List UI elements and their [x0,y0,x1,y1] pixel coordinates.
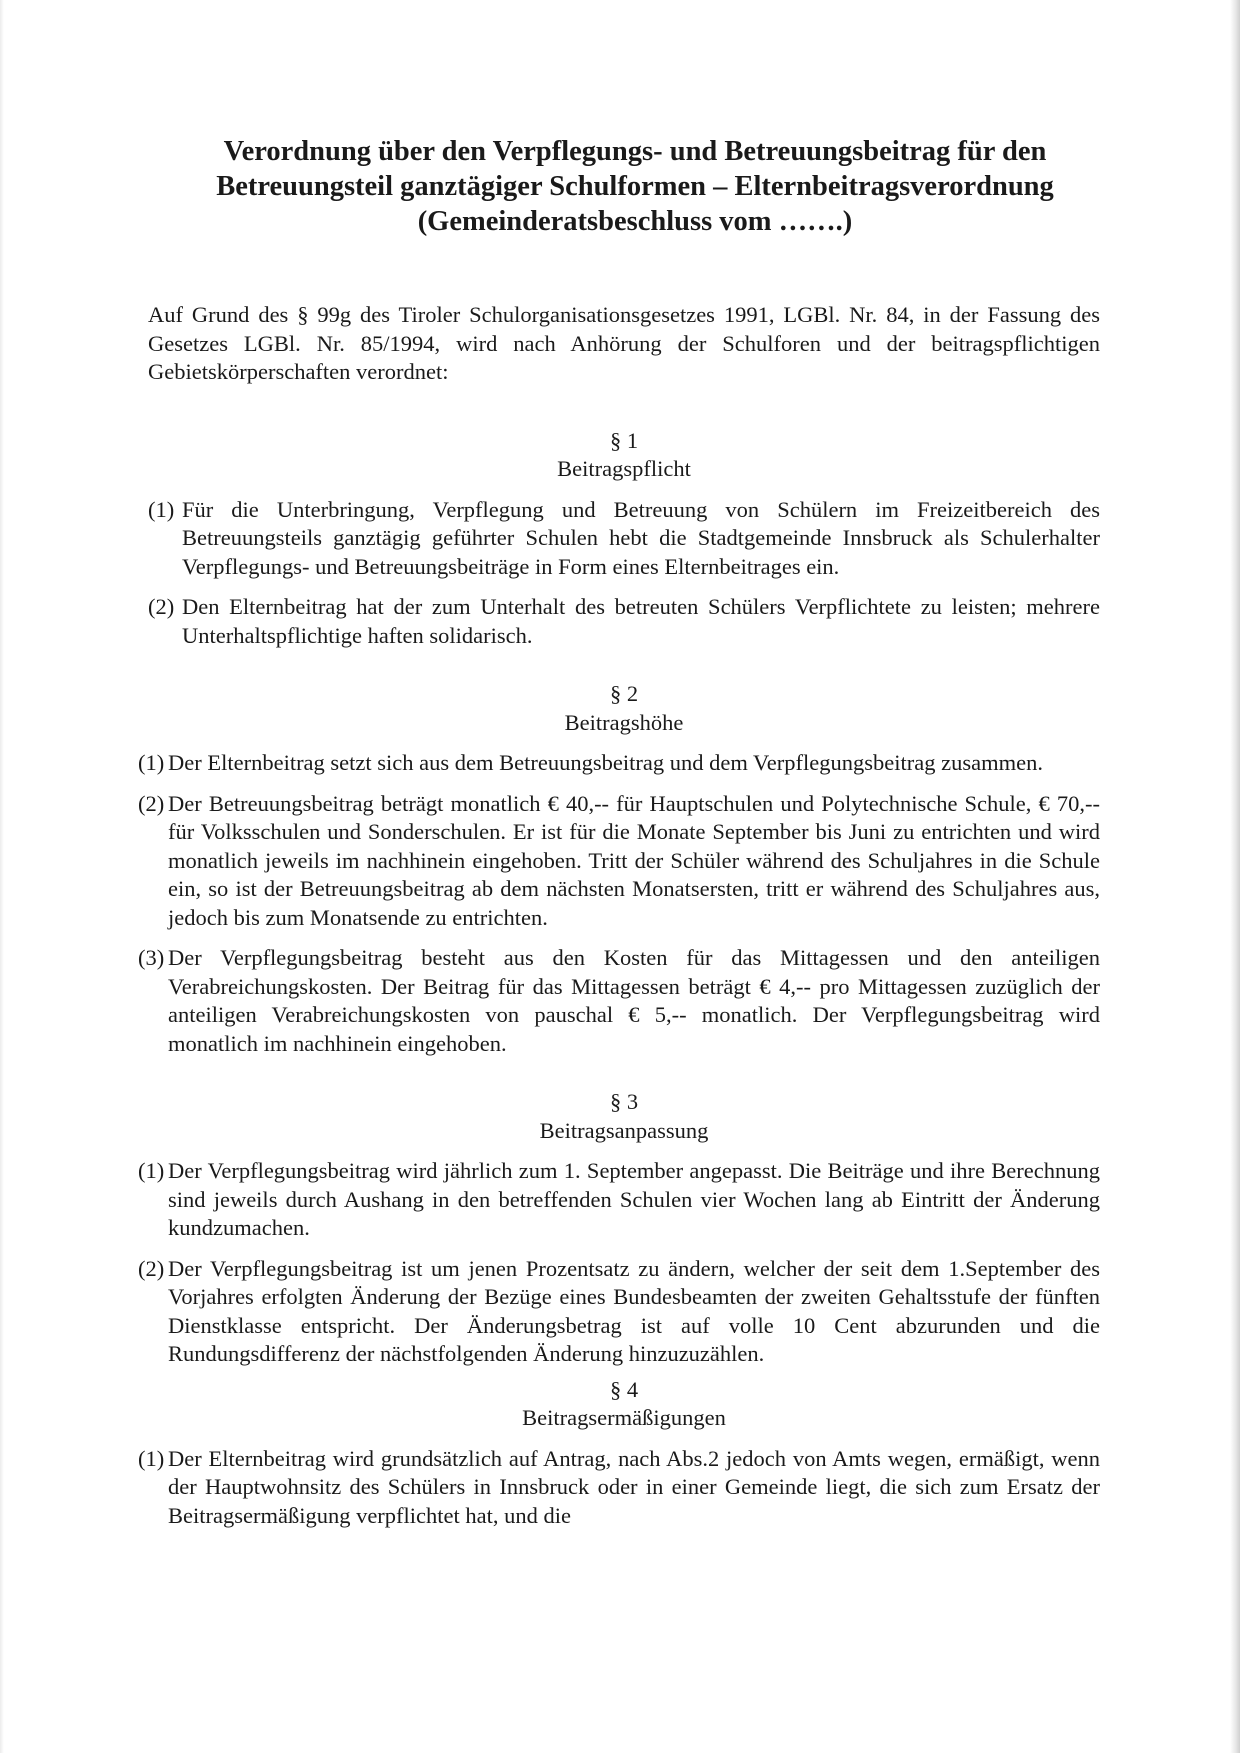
paragraph-text: Der Elternbeitrag wird grundsätzlich auf Antrag, nach Abs.2 jedoch von Amts wegen, ermäßigt, wenn der Hauptwohnsitz des Schülers in Innsbruck oder in einer Gemeinde liegt, die sich zum Ersatz der Beitragsermäßigung verpflichtet hat, und die [168,1445,1100,1528]
paragraph [138,1445,1100,1531]
section-4-header [148,1376,1100,1433]
section-1-header [148,427,1100,484]
paragraph-text: Den Elternbeitrag hat der zum Unterhalt des betreuten Schülers Verpflichtete zu leisten; mehrere Unterhaltspflichtige haften solidarisch. [182,594,1100,648]
document-page [138,134,1100,1530]
paragraph-text: Der Verpflegungsbeitrag ist um jenen Prozentsatz zu ändern, welcher der seit dem 1.September des Vorjahres erfolgten Änderung der Bezüge eines Bundesbeamten der zweiten Gehaltsstufe der fünften Dienstklasse entspricht. Der Änderungsbetrag ist auf volle 10 Cent abzurunden und die Rundungsdifferenz der nächstfolgenden Änderung hinzuzuzählen. [168,1255,1100,1366]
paragraph [138,790,1100,933]
paragraph-text: Der Elternbeitrag setzt sich aus dem Betreuungsbeitrag und dem Verpflegungsbeitrag zusammen. [168,750,1043,775]
paragraph-text: Der Betreuungsbeitrag beträgt monatlich € 40,-- für Hauptschulen und Polytechnische Schule, € 70,-- für Volksschulen und Sonderschulen. Er ist für die Monate September bis Juni zu entrichten und wird monatlich jeweils im nachhinein eingehoben. Tritt der Schüler während des Schuljahres in die Schule ein, so ist der Betreuungsbeitrag ab dem nächsten Monatsersten, tritt er während des Schuljahres aus, jedoch bis zum Monatsende zu entrichten. [168,790,1100,930]
paragraph-text: Der Verpflegungsbeitrag besteht aus den Kosten für das Mittagessen und den anteiligen Verabreichungskosten. Der Beitrag für das Mittagessen beträgt € 4,-- pro Mittagessen zuzüglich der anteiligen Verabreichungskosten von pauschal € 5,-- monatlich. Der Verpflegungsbeitrag wird monatlich im nachhinein eingehoben. [168,945,1100,1056]
section-symbol: § 2 [609,681,639,706]
section-3-body [138,1157,1100,1369]
paragraph [138,1157,1100,1243]
section-symbol: § 1 [609,427,639,453]
document-title [200,134,1070,239]
paragraph [138,944,1100,1058]
paragraph [148,496,1100,582]
section-heading: Beitragspflicht [557,456,691,481]
paragraph-number: (2) [138,790,165,816]
paragraph-number: (2) [148,594,175,619]
paragraph-number: (3) [138,945,165,970]
paragraph-number: (1) [138,1158,165,1183]
intro-paragraph: Auf Grund des § 99g des Tiroler Schulorganisationsgesetzes 1991, LGBl. Nr. 84, in der Fassung des Gesetzes LGBl. Nr. 85/1994, wird nach Anhörung der Schulforen und der beitragspflichtigen Gebietskörperschaften verordnet: [148,302,1100,384]
paragraph-number: (2) [138,1255,165,1281]
section-2-body [138,749,1100,1058]
title-line: (Gemeinderatsbeschluss vom …….) [417,206,853,237]
section-3-header [148,1088,1100,1145]
section-1-body [148,496,1100,651]
title-line: Verordnung über den Verpflegungs- und Betreuungsbeitrag für den [223,136,1047,167]
section-heading: Beitragshöhe [564,709,684,735]
title-line: Betreuungsteil ganztägiger Schulformen – Elternbeitragsverordnung [216,171,1054,202]
scan-edge-left [0,0,4,1753]
paragraph-number: (1) [148,496,175,522]
section-symbol: § 4 [609,1376,639,1402]
paragraph-number: (1) [138,750,165,775]
paragraph-number: (1) [138,1445,165,1471]
paragraph-text: Der Verpflegungsbeitrag wird jährlich zum 1. September angepasst. Die Beiträge und ihre Berechnung sind jeweils durch Aushang in den betreffenden Schulen vier Wochen lang ab Eintritt der Änderung kundzumachen. [168,1158,1100,1240]
section-2-header [148,680,1100,737]
section-heading: Beitragsermäßigungen [522,1405,726,1430]
section-symbol: § 3 [609,1089,639,1114]
paragraph [148,593,1100,650]
section-4-body [138,1445,1100,1531]
section-heading: Beitragsanpassung [539,1117,709,1143]
paragraph [138,749,1100,778]
scan-edge-right [1230,0,1240,1753]
paragraph-text: Für die Unterbringung, Verpflegung und Betreuung von Schülern im Freizeitbereich des Betreuungsteils ganztägig geführter Schulen hebt die Stadtgemeinde Innsbruck als Schulerhalter Verpflegungs- und Betreuungsbeiträge in Form eines Elternbeitrages ein. [182,496,1100,579]
paragraph [138,1255,1100,1369]
